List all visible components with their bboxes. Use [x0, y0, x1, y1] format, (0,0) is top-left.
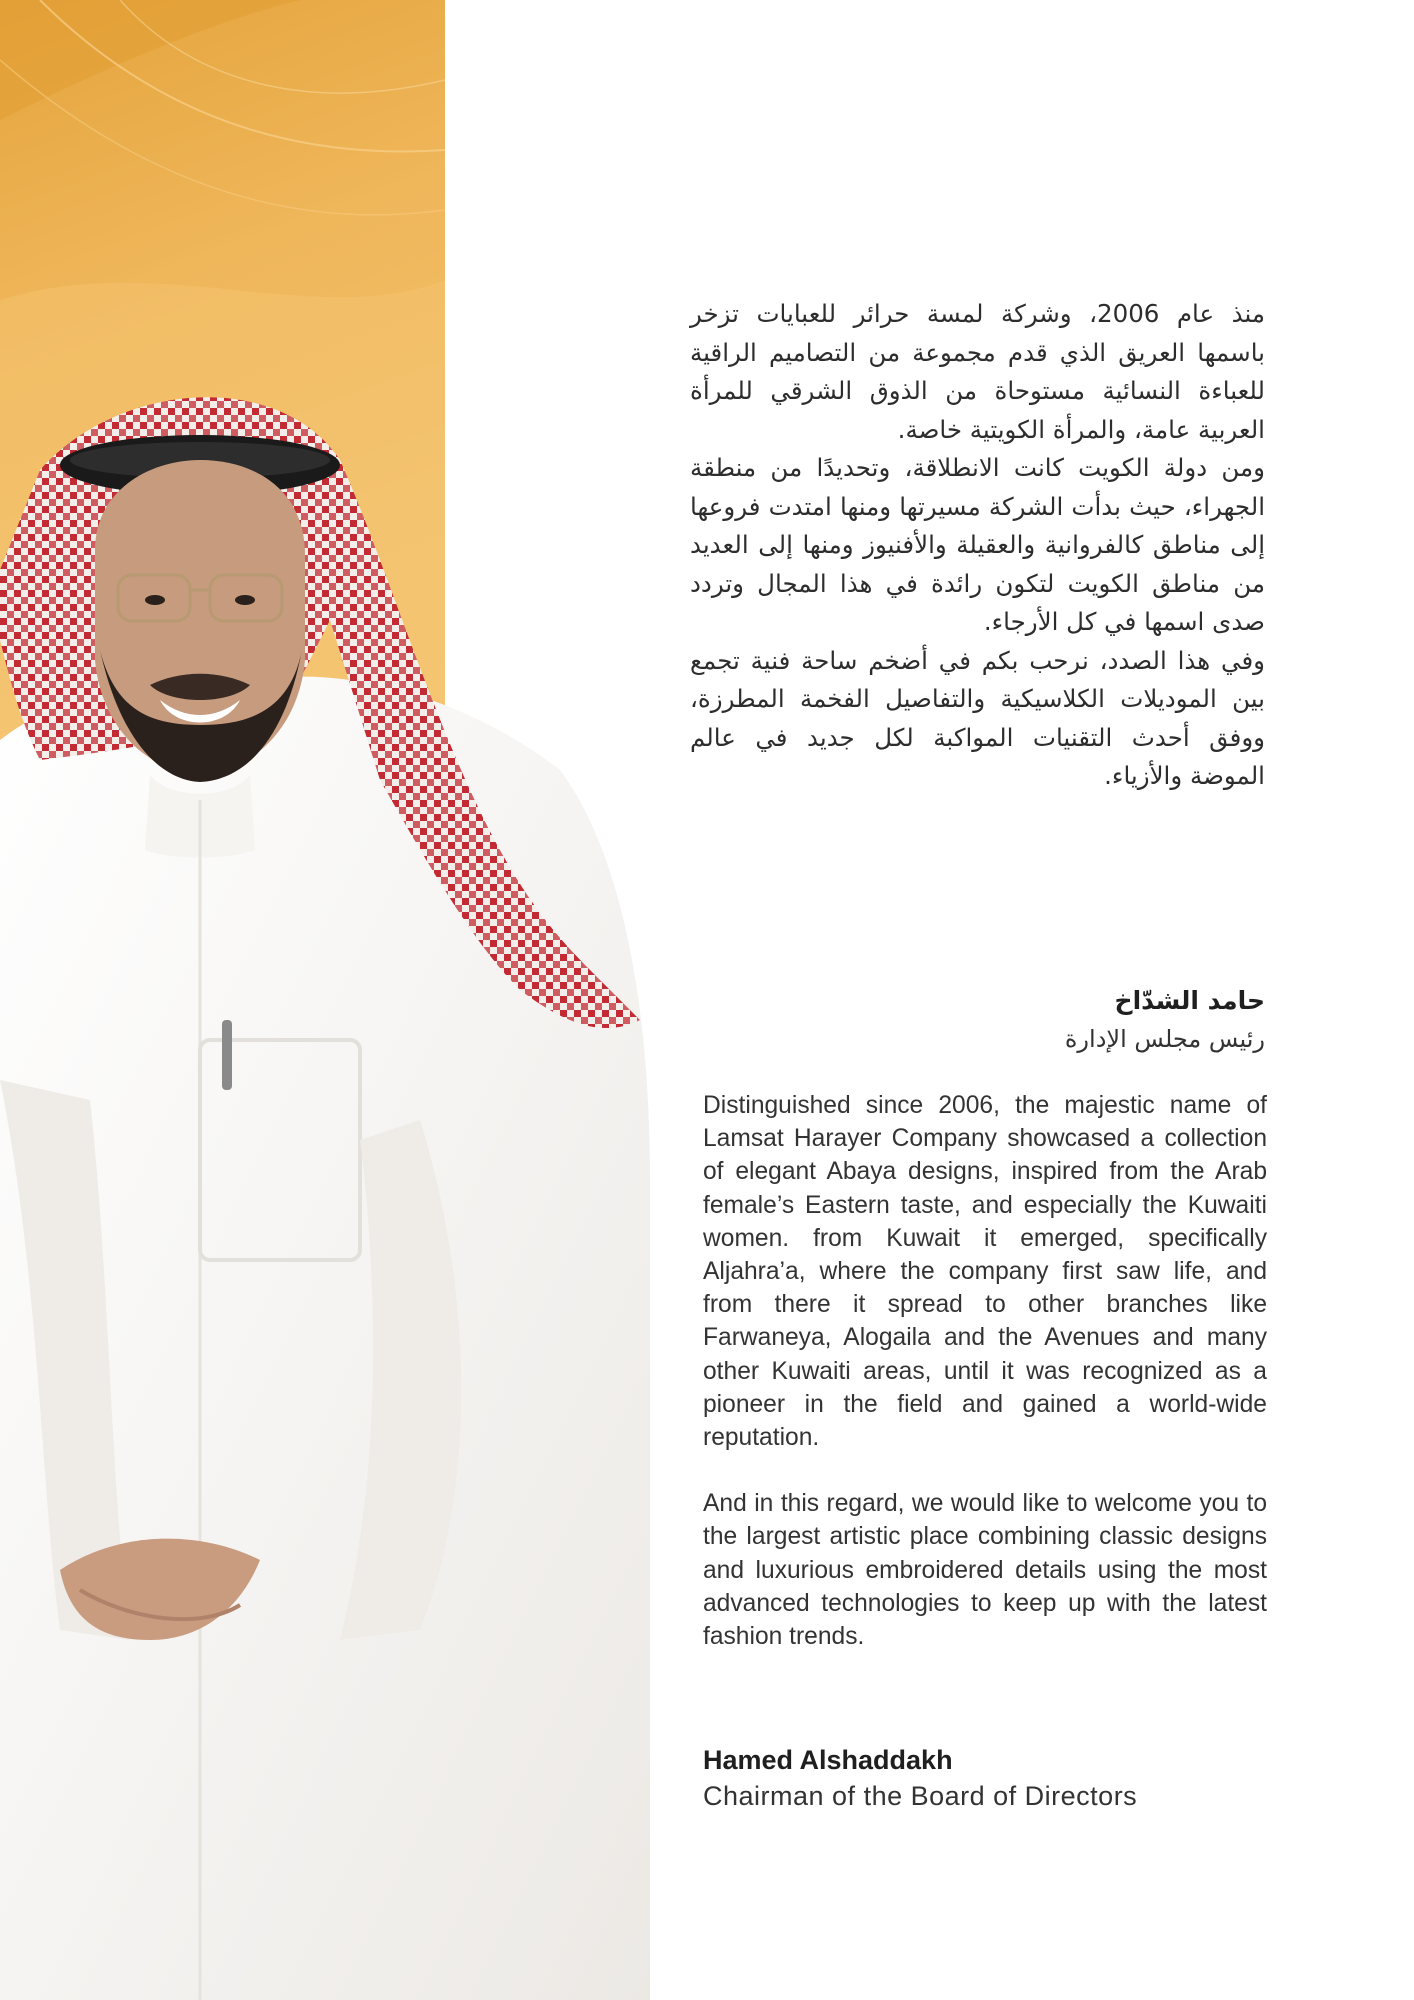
english-signature-name: Hamed Alshaddakh: [703, 1745, 953, 1775]
arabic-paragraph-2: ومن دولة الكويت كانت الانطلاقة، وتحديدًا من منطقة الجهراء، حيث بدأت الشركة مسيرتها ومنها امتدت فروعها إلى مناطق كالفروانية والعقيلة والأفنيوز ومنها إلى العديد من مناطق الكويت لتكون رائدة في هذا المجال وتردد صدى اسمها في كل الأرجاء.: [690, 453, 1265, 636]
english-signature: [703, 1742, 1267, 1814]
arabic-body-text: [690, 295, 1265, 796]
arabic-signature-title: رئيس مجلس الإدارة: [1064, 1025, 1265, 1053]
english-body-text: [703, 1089, 1267, 1653]
arabic-signature: [690, 982, 1265, 1058]
arabic-paragraph-1: منذ عام 2006، وشركة لمسة حرائر للعبايات تزخر باسمها العريق الذي قدم مجموعة من التصاميم الراقية للعباءة النسائية مستوحاة من الذوق الشرقي للمرأة العربية عامة، والمرأة الكويتية خاصة.: [690, 299, 1265, 444]
chairman-portrait: [0, 380, 660, 2000]
arabic-paragraph-3: وفي هذا الصدد، نرحب بكم في أضخم ساحة فنية تجمع بين الموديلات الكلاسيكية والتفاصيل الفخمة المطرزة، ووفق أحدث التقنيات المواكبة لكل جديد في عالم الموضة والأزياء.: [690, 645, 1265, 790]
arabic-signature-name: حامد الشدّاخ: [1114, 986, 1265, 1015]
english-signature-title: Chairman of the Board of Directors: [703, 1781, 1138, 1811]
english-paragraph-2: And in this regard, we would like to welcome you to the largest artistic place combining classic designs and luxurious embroidered details using the most advanced technologies to keep up with the latest fashion trends.: [703, 1490, 1267, 1651]
english-paragraph-1: Distinguished since 2006, the majestic name of Lamsat Harayer Company showcased a collection of elegant Abaya designs, inspired from the Arab female’s Eastern taste, and especially the Kuwaiti women. from Kuwait it emerged, specifically Aljahra’a, where the company first saw life, and from there it spread to other branches like Farwaneya, Alogaila and the Avenues and many other Kuwaiti areas, until it was recognized as a pioneer in the field and gained a world-wide reputation.: [703, 1092, 1267, 1452]
